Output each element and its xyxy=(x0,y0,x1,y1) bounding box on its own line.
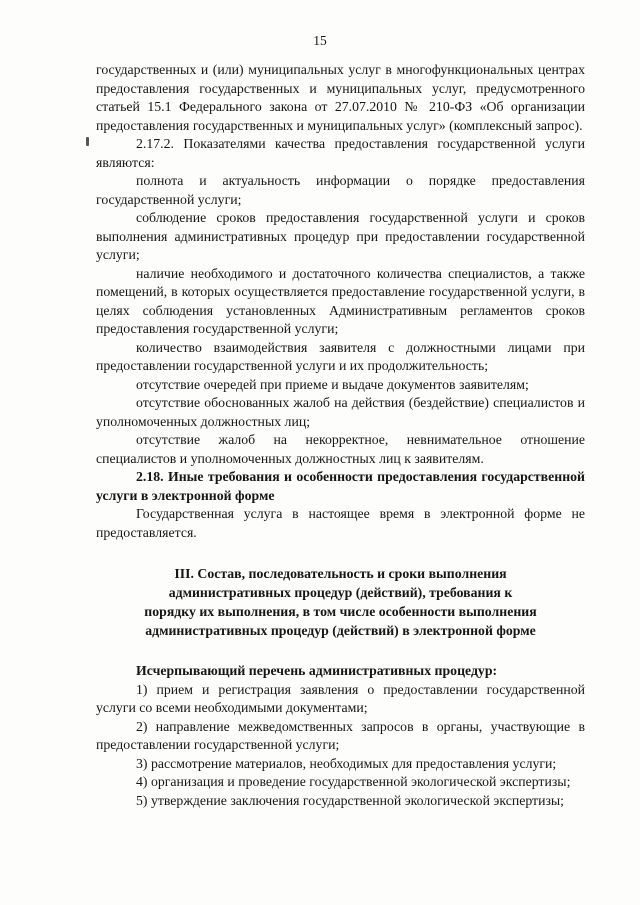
section-heading xyxy=(96,564,585,640)
section-heading-line: III. Состав, последовательность и сроки выполнения xyxy=(174,566,507,581)
procedure-item: 2) направление межведомственных запросов в органы, участвующие в предоставлении государственной услуги; xyxy=(96,718,585,752)
procedure-item: 4) организация и проведение государственной экологической экспертизы; xyxy=(136,774,571,789)
paragraph: наличие необходимого и достаточного количества специалистов, а также помещений, в которых осуществляется предоставление государственной услуги, в целях соблюдения установленных Административным регламентов сроков предоставления государственной услуги; xyxy=(96,265,585,336)
paragraph: государственных и (или) муниципальных услуг в многофункциональных центрах предоставления государственных и муниципальных услуг, предусмотренного статьей 15.1 Федерального закона от 27.07.2010 № 210-ФЗ «Об организации предоставления государственных и муниципальных услуг» (комплексный запрос). xyxy=(96,62,585,133)
paragraph: Государственная услуга в настоящее время в электронной форме не предоставляется. xyxy=(96,506,585,540)
page-number: 15 xyxy=(313,33,327,48)
paragraph: 2.17.2. Показателями качества предоставления государственной услуги являются: xyxy=(96,136,585,170)
paragraph: соблюдение сроков предоставления государственной услуги и сроков выполнения административных процедур при предоставлении государственной услуги; xyxy=(96,210,585,262)
paragraph: отсутствие жалоб на некорректное, невнимательное отношение специалистов и уполномоченных должностных лиц к заявителям. xyxy=(96,432,585,466)
paragraph: полнота и актуальность информации о порядке предоставления государственной услуги; xyxy=(96,173,585,207)
procedure-item: 1) прием и регистрация заявления о предоставлении государственной услуги со всеми необходимыми документами; xyxy=(96,681,585,715)
procedure-item: 5) утверждение заключения государственной экологической экспертизы; xyxy=(136,792,565,808)
subsection-heading: 2.18. Иные требования и особенности предоставления государственной услуги в электронной форме xyxy=(96,469,585,503)
section-heading-line: административных процедур (действий), требования к xyxy=(168,585,513,600)
procedures-title: Исчерпывающий перечень административных процедур: xyxy=(136,663,498,678)
procedure-item: 3) рассмотрение материалов, необходимых для предоставления услуги; xyxy=(136,755,557,771)
paragraph: отсутствие обоснованных жалоб на действия (бездействие) специалистов и уполномоченных должностных лиц; xyxy=(96,395,585,429)
paragraph: количество взаимодействия заявителя с должностными лицами при предоставлении государственной услуги и их продолжительность; xyxy=(96,339,585,373)
section-heading-line: административных процедур (действий) в электронной форме xyxy=(145,623,536,638)
paragraph: отсутствие очередей при приеме и выдаче документов заявителям; xyxy=(136,376,529,392)
page-body xyxy=(96,61,585,810)
margin-mark xyxy=(86,137,89,146)
section-heading-line: порядку их выполнения, в том числе особенности выполнения xyxy=(144,604,537,619)
